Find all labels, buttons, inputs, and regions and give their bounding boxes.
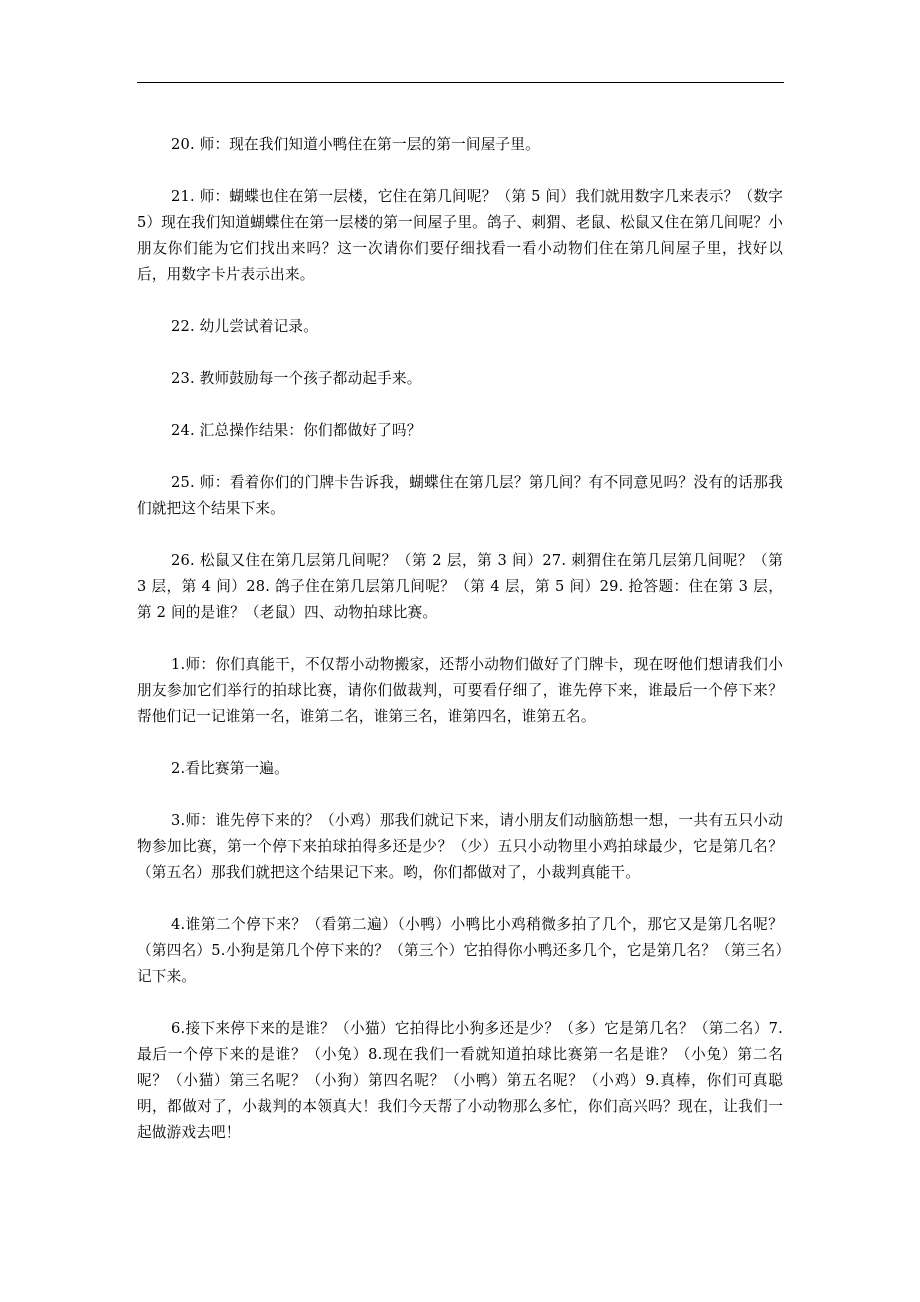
paragraph-game-2: 2.看比赛第一遍。 [171, 760, 289, 777]
paragraph-20: 20. 师：现在我们知道小鸭住在第一层的第一间屋子里。 [171, 136, 540, 153]
document-body [137, 132, 783, 1172]
paragraph-23: 23. 教师鼓励每一个孩子都动起手来。 [171, 370, 422, 387]
paragraph-game-1: 1.师：你们真能干，不仅帮小动物搬家，还帮小动物们做好了门牌卡，现在呀他们想请我们小朋友参加它们举行的拍球比赛，请你们做裁判，可要看仔细了，谁先停下来，谁最后一个停下来？帮他们记一记谁第一名，谁第二名，谁第三名，谁第四名，谁第五名。 [137, 656, 783, 725]
paragraph-25: 25. 师：看着你们的门牌卡告诉我，蝴蝶住在第几层？第几间？有不同意见吗？没有的话那我们就把这个结果下来。 [137, 474, 783, 517]
paragraph-21: 21. 师：蝴蝶也住在第一层楼，它住在第几间呢？（第 5 间）我们就用数字几来表示？（数字 5）现在我们知道蝴蝶住在第一层楼的第一间屋子里。鸽子、刺猬、老鼠、松鼠又住在第几间呢？小朋友你们能为它们找出来吗？这一次请你们要仔细找看一看小动物们住在第几间屋子里，找好以后，用数字卡片表示出来。 [137, 188, 783, 283]
header-divider [137, 82, 784, 83]
paragraph-game-6-9: 6.接下来停下来的是谁？（小猫）它拍得比小狗多还是少？（多）它是第几名？（第二名）7.最后一个停下来的是谁？（小兔）8.现在我们一看就知道拍球比赛第一名是谁？（小兔）第二名呢？（小猫）第三名呢？（小狗）第四名呢？（小鸭）第五名呢？（小鸡）9.真棒，你们可真聪明，都做对了，小裁判的本领真大！我们今天帮了小动物那么多忙，你们高兴吗？现在，让我们一起做游戏去吧！ [137, 1020, 783, 1141]
paragraph-game-3: 3.师：谁先停下来的？（小鸡）那我们就记下来，请小朋友们动脑筋想一想，一共有五只小动物参加比赛，第一个停下来拍球拍得多还是少？（少）五只小动物里小鸡拍球最少，它是第几名？（第五名）那我们就把这个结果记下来。哟，你们都做对了，小裁判真能干。 [137, 812, 783, 881]
paragraph-game-4-5: 4.谁第二个停下来？（看第二遍）（小鸭）小鸭比小鸡稍微多拍了几个，那它又是第几名呢？（第四名）5.小狗是第几个停下来的？（第三个）它拍得你小鸭还多几个，它是第几名？（第三名）记下来。 [137, 916, 783, 985]
paragraph-26-29: 26. 松鼠又住在第几层第几间呢？（第 2 层，第 3 间）27. 刺猬住在第几层第几间呢？（第 3 层，第 4 间）28. 鸽子住在第几层第几间呢？（第 4 层，第 5 间）29. 抢答题：住在第 3 层，第 2 间的是谁？（老鼠）四、动物拍球比赛。 [137, 552, 783, 621]
paragraph-22: 22. 幼儿尝试着记录。 [171, 318, 318, 335]
paragraph-24: 24. 汇总操作结果：你们都做好了吗？ [171, 422, 422, 439]
